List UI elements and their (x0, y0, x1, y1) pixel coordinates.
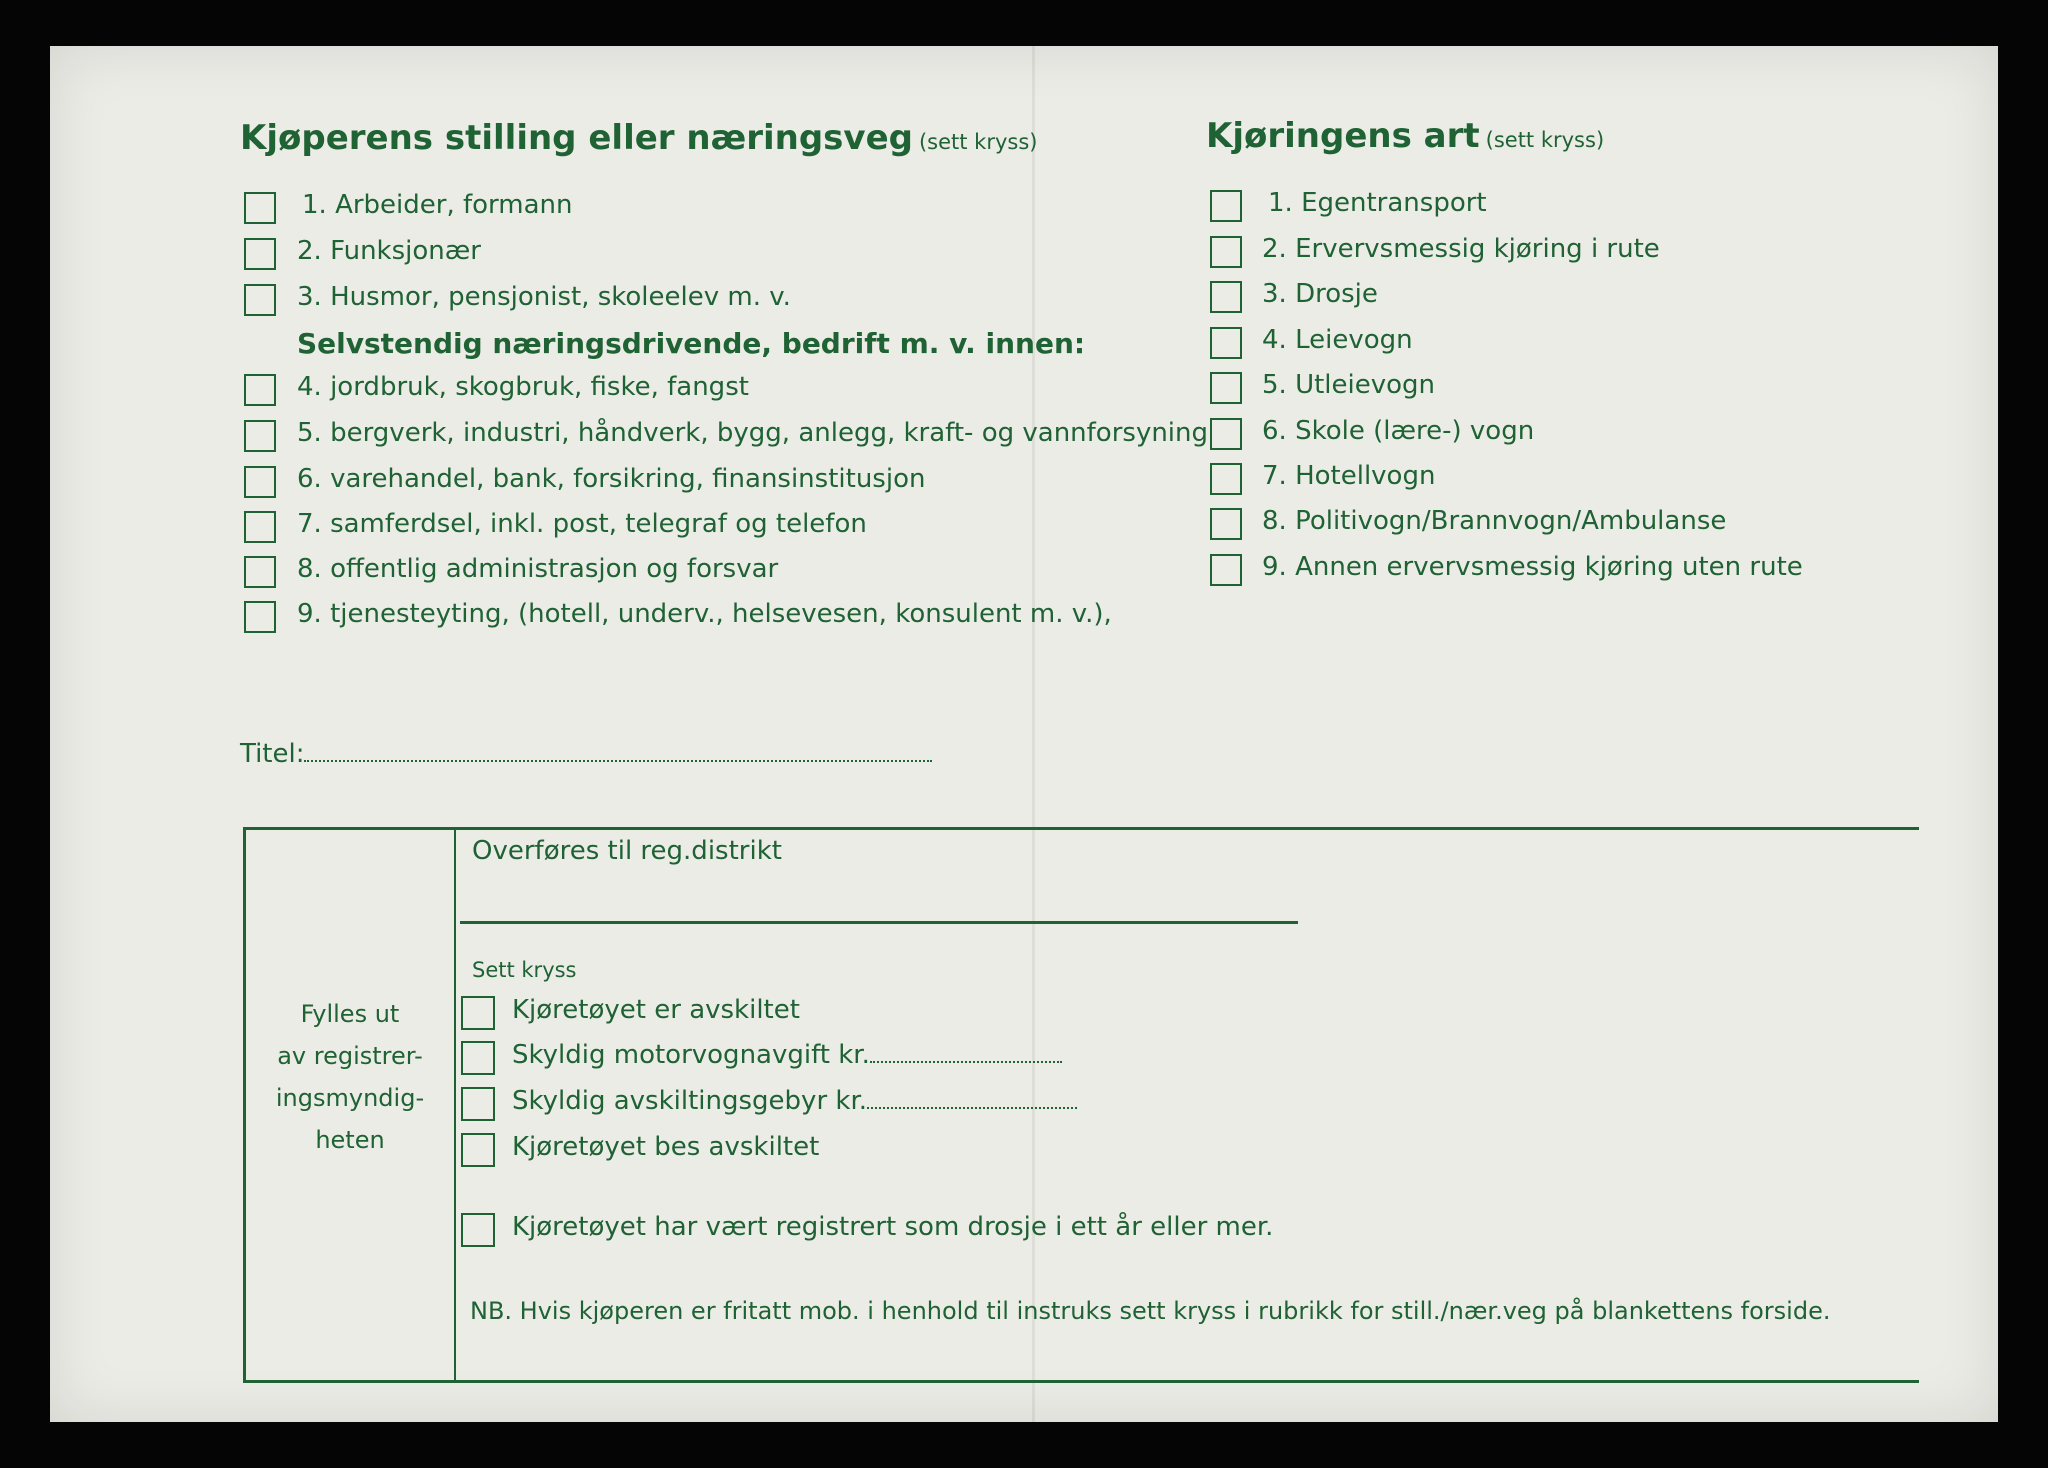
checkbox-occupation-4[interactable] (244, 374, 276, 406)
check-motor-fee-label: Skyldig motorvognavgift kr. (512, 1040, 1062, 1070)
transfer-input-line[interactable] (460, 921, 1298, 924)
motor-fee-amount-line[interactable] (870, 1041, 1062, 1063)
driving-item-4: 4. Leievogn (1262, 325, 1413, 355)
checkbox-driving-9[interactable] (1210, 554, 1242, 586)
checkbox-occupation-9[interactable] (244, 601, 276, 633)
check-deregistered-label: Kjøretøyet er avskiltet (512, 995, 800, 1025)
occupation-item-3: 3. Husmor, pensjonist, skoleelev m. v. (297, 282, 791, 312)
occupation-item-9: 9. tjenesteyting, (hotell, underv., helsevesen, konsulent m. v.), (297, 599, 1112, 629)
plate-fee-amount-line[interactable] (867, 1087, 1077, 1109)
driving-item-6: 6. Skole (lære-) vogn (1262, 416, 1535, 446)
checkbox-occupation-8[interactable] (244, 556, 276, 588)
sett-kryss-label: Sett kryss (472, 958, 577, 982)
self-employed-subheading: Selvstendig næringsdrivende, bedrift m. v. innen: (297, 327, 1086, 360)
titel-field[interactable]: Titel: (240, 738, 932, 769)
checkbox-driving-8[interactable] (1210, 508, 1242, 540)
driving-type-heading: Kjøringens art (sett kryss) (1206, 116, 1605, 156)
checkbox-occupation-2[interactable] (244, 238, 276, 270)
occupation-item-5: 5. bergverk, industri, håndverk, bygg, anlegg, kraft- og vannforsyning (297, 418, 1209, 448)
occupation-item-6: 6. varehandel, bank, forsikring, finansinstitusjon (297, 464, 926, 494)
checkbox-taxi-registered[interactable] (461, 1213, 495, 1247)
driving-item-9: 9. Annen ervervsmessig kjøring uten rute (1262, 552, 1803, 582)
checkbox-driving-2[interactable] (1210, 236, 1242, 268)
occupation-item-4: 4. jordbruk, skogbruk, fiske, fangst (297, 372, 749, 402)
driving-item-5: 5. Utleievogn (1262, 370, 1436, 400)
checkbox-driving-6[interactable] (1210, 418, 1242, 450)
check-taxi-registered-label: Kjøretøyet har vært registrert som drosje i ett år eller mer. (512, 1212, 1274, 1242)
checkbox-plate-fee[interactable] (461, 1087, 495, 1121)
driving-item-3: 3. Drosje (1262, 279, 1378, 309)
nb-note: NB. Hvis kjøperen er fritatt mob. i henhold til instruks sett kryss i rubrikk for still./nær.veg på blankettens forside. (470, 1297, 1831, 1325)
titel-dotted-line (304, 738, 932, 762)
occupation-item-8: 8. offentlig administrasjon og forsvar (297, 554, 779, 584)
driving-item-7: 7. Hotellvogn (1262, 461, 1436, 491)
checkbox-occupation-7[interactable] (244, 511, 276, 543)
lower-box-bottom-border (243, 1380, 1919, 1383)
lower-box-top-border (243, 827, 1919, 830)
registration-authority-label: Fylles ut av registrer- ingsmyndig- heten (275, 1000, 425, 1154)
occupation-item-2: 2. Funksjonær (297, 236, 481, 266)
checkbox-occupation-5[interactable] (244, 420, 276, 452)
checkbox-driving-3[interactable] (1210, 281, 1242, 313)
checkbox-request-deregister[interactable] (461, 1133, 495, 1167)
check-plate-fee-label: Skyldig avskiltingsgebyr kr. (512, 1086, 1077, 1116)
checkbox-motor-fee[interactable] (461, 1041, 495, 1075)
checkbox-driving-4[interactable] (1210, 327, 1242, 359)
transfer-label: Overføres til reg.distrikt (472, 836, 782, 866)
lower-box-divider (454, 827, 456, 1383)
occupation-heading: Kjøperens stilling eller næringsveg (sett kryss) (240, 118, 1038, 158)
checkbox-driving-7[interactable] (1210, 463, 1242, 495)
driving-item-8: 8. Politivogn/Brannvogn/Ambulanse (1262, 506, 1727, 536)
checkbox-occupation-1[interactable] (244, 192, 276, 224)
checkbox-occupation-3[interactable] (244, 284, 276, 316)
driving-item-1: 1. Egentransport (1268, 188, 1487, 218)
checkbox-deregistered[interactable] (461, 996, 495, 1030)
driving-item-2: 2. Ervervsmessig kjøring i rute (1262, 234, 1660, 264)
checkbox-driving-5[interactable] (1210, 372, 1242, 404)
checkbox-driving-1[interactable] (1210, 190, 1242, 222)
checkbox-occupation-6[interactable] (244, 466, 276, 498)
occupation-item-7: 7. samferdsel, inkl. post, telegraf og telefon (297, 509, 867, 539)
check-request-deregister-label: Kjøretøyet bes avskiltet (512, 1132, 820, 1162)
occupation-item-1: 1. Arbeider, formann (302, 190, 573, 220)
